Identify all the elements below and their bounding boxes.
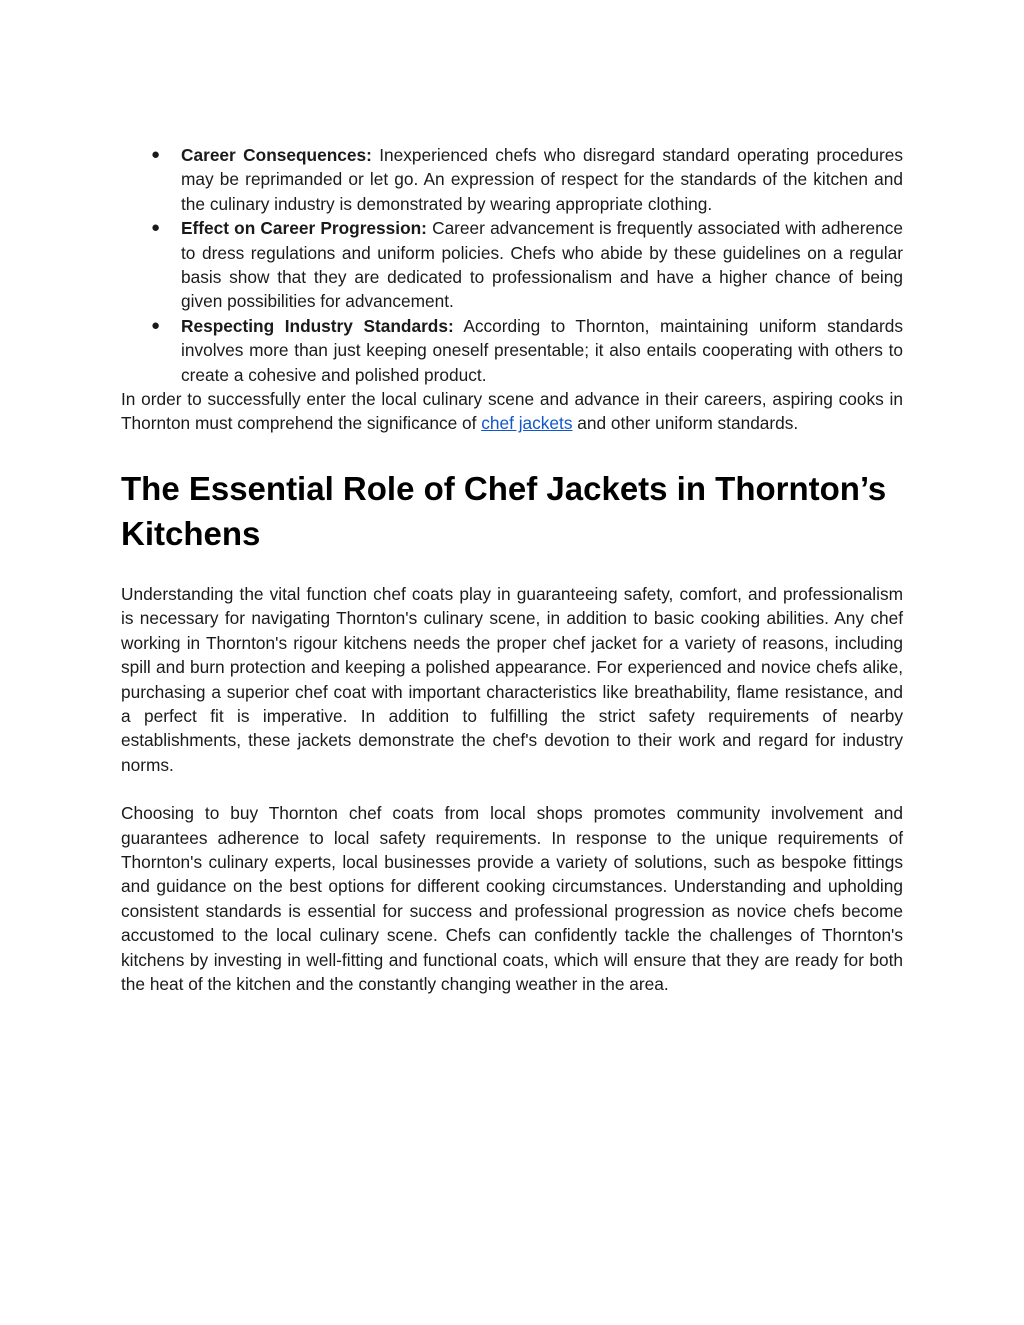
bullet-item — [121, 143, 903, 216]
bullet-item — [121, 216, 903, 314]
body-paragraph: Understanding the vital function chef coats play in guaranteeing safety, comfort, and professionalism is necessary for navigating Thornton's culinary scene, in addition to basic cooking abilities. Any chef working in Thornton's rigour kitchens needs the proper chef jacket for a variety of reasons, including spill and burn protection and keeping a polished appearance. For experienced and novice chefs alike, purchasing a superior chef coat with important characteristics like breathability, flame resistance, and a perfect fit is imperative. In addition to fulfilling the strict safety requirements of nearby establishments, these jackets demonstrate the chef's devotion to their work and regard for industry norms. — [121, 583, 903, 775]
bullet-icon: ● — [151, 316, 161, 334]
bullet-label: Effect on Career Progression: — [181, 218, 427, 239]
body-paragraph: Choosing to buy Thornton chef coats from local shops promotes community involvement and guarantees adherence to local safety requirements. In response to the unique requirements of Thornton's culinary experts, local businesses provide a variety of solutions, such as bespoke fittings and guidance on the best options for different cooking circumstances. Understanding and upholding consistent standards is essential for success and professional progression as novice chefs become accustomed to the local culinary scene. Chefs can confidently tackle the challenges of Thornton's kitchens by investing in well-fitting and functional coats, which will ensure that they are ready for both the heat of the kitchen and the constantly changing weather in the area. — [121, 803, 903, 994]
bullet-icon: ● — [151, 146, 161, 163]
chef-jackets-link[interactable]: chef jackets — [481, 413, 573, 434]
section-heading: The Essential Role of Chef Jackets in Thornton’s Kitchens — [121, 469, 887, 552]
bullet-label: Respecting Industry Standards: — [181, 315, 454, 336]
document-page — [121, 143, 903, 996]
intro-text-before: In order to successfully enter the local culinary scene and advance in their careers, aspiring cooks in Thornton must comprehend the significance of — [121, 389, 903, 434]
bullet-text: Career advancement is frequently associated with adherence to dress regulations and uniform policies. Chefs who abide by these guidelines on a regular basis show that they are dedicated to professionalism and have a higher chance of being given possibilities for advancement. — [181, 218, 903, 312]
bullet-icon: ● — [151, 219, 161, 237]
bullet-list — [121, 143, 903, 387]
bullet-text: Inexperienced chefs who disregard standard operating procedures may be reprimanded or let go. An expression of respect for the standards of the kitchen and the culinary industry is demonstrated by wearing appropriate clothing. — [181, 145, 903, 214]
intro-text-after: and other uniform standards. — [572, 413, 799, 434]
bullet-text: According to Thornton, maintaining uniform standards involves more than just keeping oneself presentable; it also entails cooperating with others to create a cohesive and polished product. — [181, 315, 904, 385]
bullet-item — [121, 314, 903, 387]
intro-paragraph — [121, 387, 903, 436]
bullet-label: Career Consequences: — [181, 145, 372, 165]
